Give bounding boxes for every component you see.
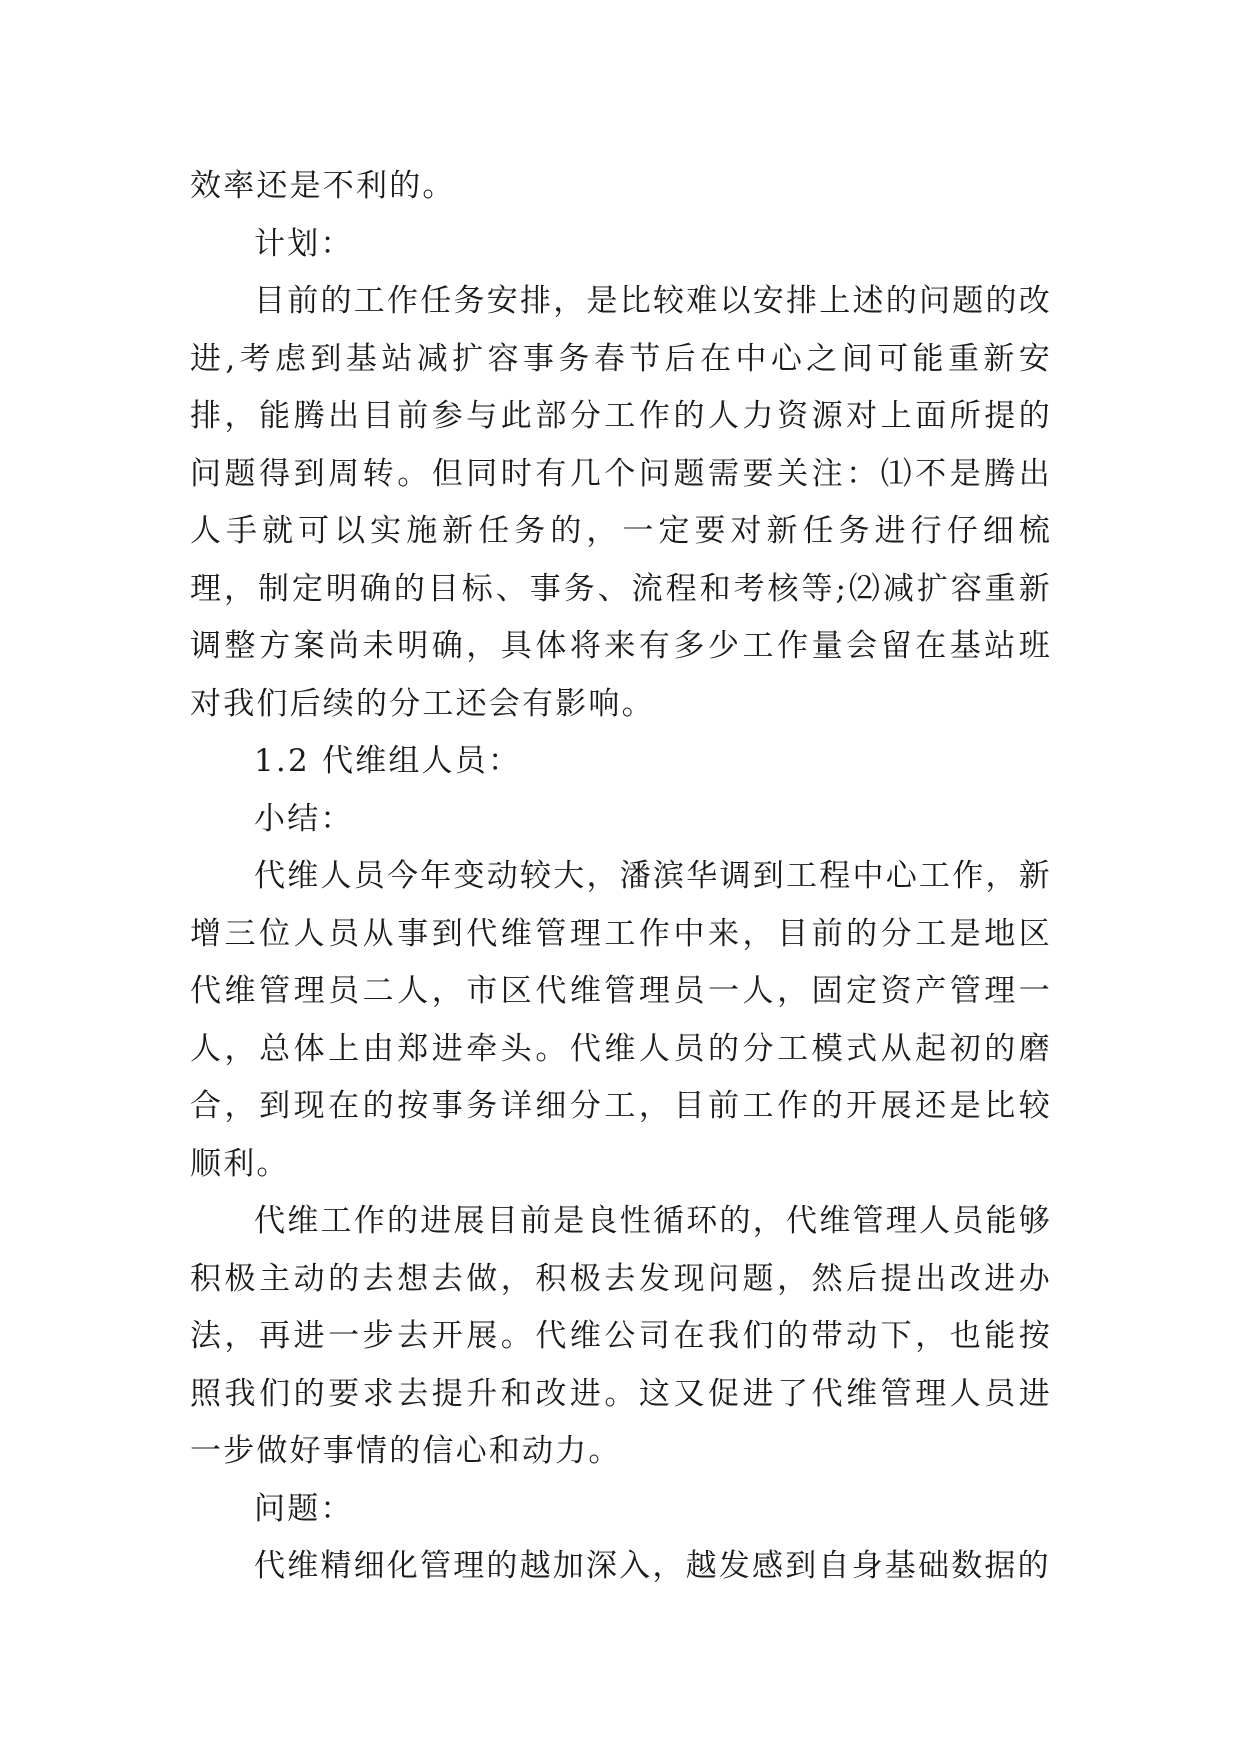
section-label-plan: 计划： xyxy=(254,225,354,262)
paragraph: 代维工作的进展目前是良性循环的，代维管理人员能够积极主动的去想去做，积极去发现问题，然后提出改进办法，再进一步去开展。代维公司在我们的带动下，也能按照我们的要求去提升和改进。这又促进了代维管理人员进一步做好事情的信心和动力。 xyxy=(190,1203,1052,1469)
paragraph: 目前的工作任务安排，是比较难以安排上述的问题的改进,考虑到基站减扩容事务春节后在中心之间可能重新安排，能腾出目前参与此部分工作的人力资源对上面所提的问题得到周转。但同时有几个问题需要关注：⑴不是腾出人手就可以实施新任务的，一定要对新任务进行仔细梳理，制定明确的目标、事务、流程和考核等;⑵减扩容重新调整方案尚未明确，具体将来有多少工作量会留在基站班对我们后续的分工还会有影响。 xyxy=(190,283,1052,722)
paragraph: 效率还是不利的。 xyxy=(190,168,456,204)
section-label-problems: 问题： xyxy=(254,1490,354,1527)
paragraph: 代维人员今年变动较大，潘滨华调到工程中心工作，新增三位人员从事到代维管理工作中来，目前的分工是地区代维管理员二人，市区代维管理员一人，固定资产管理一人，总体上由郑进牵头。代维人员的分工模式从起初的磨合，到现在的按事务详细分工，目前工作的开展还是比较顺利。 xyxy=(190,858,1052,1182)
section-label-summary: 小结： xyxy=(254,800,354,837)
document-body xyxy=(190,158,1052,1596)
section-heading: 1.2 代维组人员： xyxy=(254,743,522,779)
paragraph: 代维精细化管理的越加深入，越发感到自身基础数据的 xyxy=(254,1548,1051,1584)
